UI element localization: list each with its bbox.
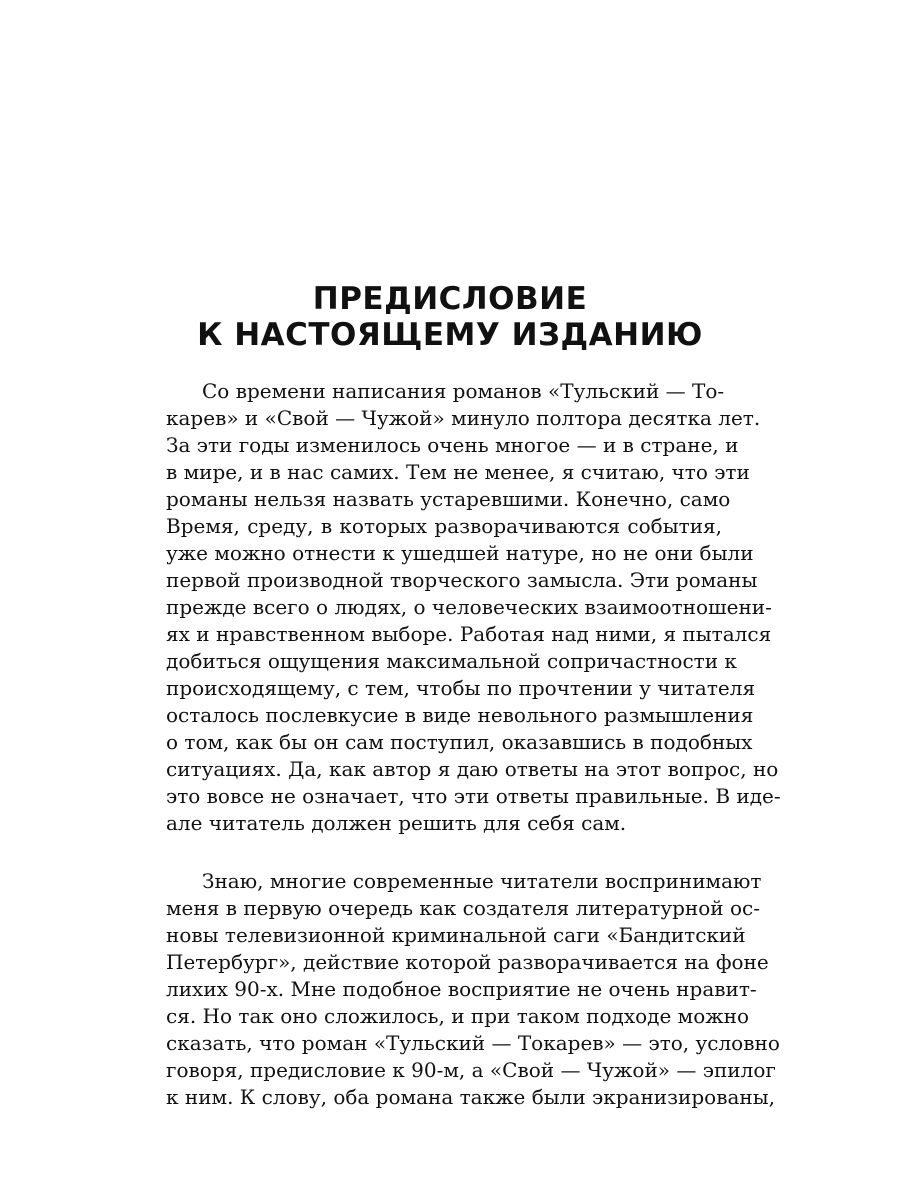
text-line: прежде всего о людях, о человеческих взаимоотношени- <box>166 595 772 619</box>
text-line: говоря, предисловие к 90-м, а «Свой — Чужой» — эпилог <box>166 1058 776 1082</box>
text-line: ях и нравственном выборе. Работая над ними, я пытался <box>166 622 772 646</box>
text-line: происходящему, с тем, чтобы по прочтении у читателя <box>166 676 756 700</box>
chapter-title-line-1: ПРЕДИСЛОВИЕ <box>312 281 588 317</box>
text-line: Петербург», действие которой разворачивается на фоне <box>166 950 769 974</box>
text-line: первой производной творческого замысла. Эти романы <box>166 568 758 592</box>
text-line: Время, среду, в которых разворачиваются события, <box>166 514 722 538</box>
text-line: лихих 90-х. Мне подобное восприятие не очень нравит- <box>166 977 757 1001</box>
text-line: За эти годы изменилось очень многое — и в стране, и <box>166 433 739 457</box>
text-line: добиться ощущения максимальной сопричастности к <box>166 649 737 673</box>
text-line: але читатель должен решить для себя сам. <box>166 811 627 835</box>
text-line: карев» и «Свой — Чужой» минуло полтора десятка лет. <box>166 406 761 430</box>
text-line: ся. Но так оно сложилось, и при таком подходе можно <box>166 1004 750 1028</box>
text-line: Знаю, многие современные читатели воспринимают <box>202 869 762 893</box>
text-line: о том, как бы он сам поступил, оказавшись в подобных <box>166 730 753 754</box>
text-line: уже можно отнести к ушедшей натуре, но не они были <box>166 541 754 565</box>
text-line: новы телевизионной криминальной саги «Бандитский <box>166 923 746 947</box>
text-line: осталось послевкусие в виде невольного размышления <box>166 703 754 727</box>
text-line: сказать, что роман «Тульский — Токарев» — это, условно <box>166 1031 780 1055</box>
text-line: романы нельзя назвать устаревшими. Конечно, само <box>166 487 731 511</box>
text-line: это вовсе не означает, что эти ответы правильные. В иде- <box>166 784 781 808</box>
text-line: к ним. К слову, оба романа также были экранизированы, <box>166 1085 776 1109</box>
chapter-title-line-2: К НАСТОЯЩЕМУ ИЗДАНИЮ <box>197 317 703 353</box>
text-line: в мире, и в нас самих. Тем не менее, я считаю, что эти <box>166 460 750 484</box>
text-line: ситуациях. Да, как автор я даю ответы на этот вопрос, но <box>166 757 779 781</box>
text-line: Со времени написания романов «Тульский — То- <box>202 379 725 403</box>
text-line: меня в первую очередь как создателя литературной ос- <box>166 896 760 920</box>
